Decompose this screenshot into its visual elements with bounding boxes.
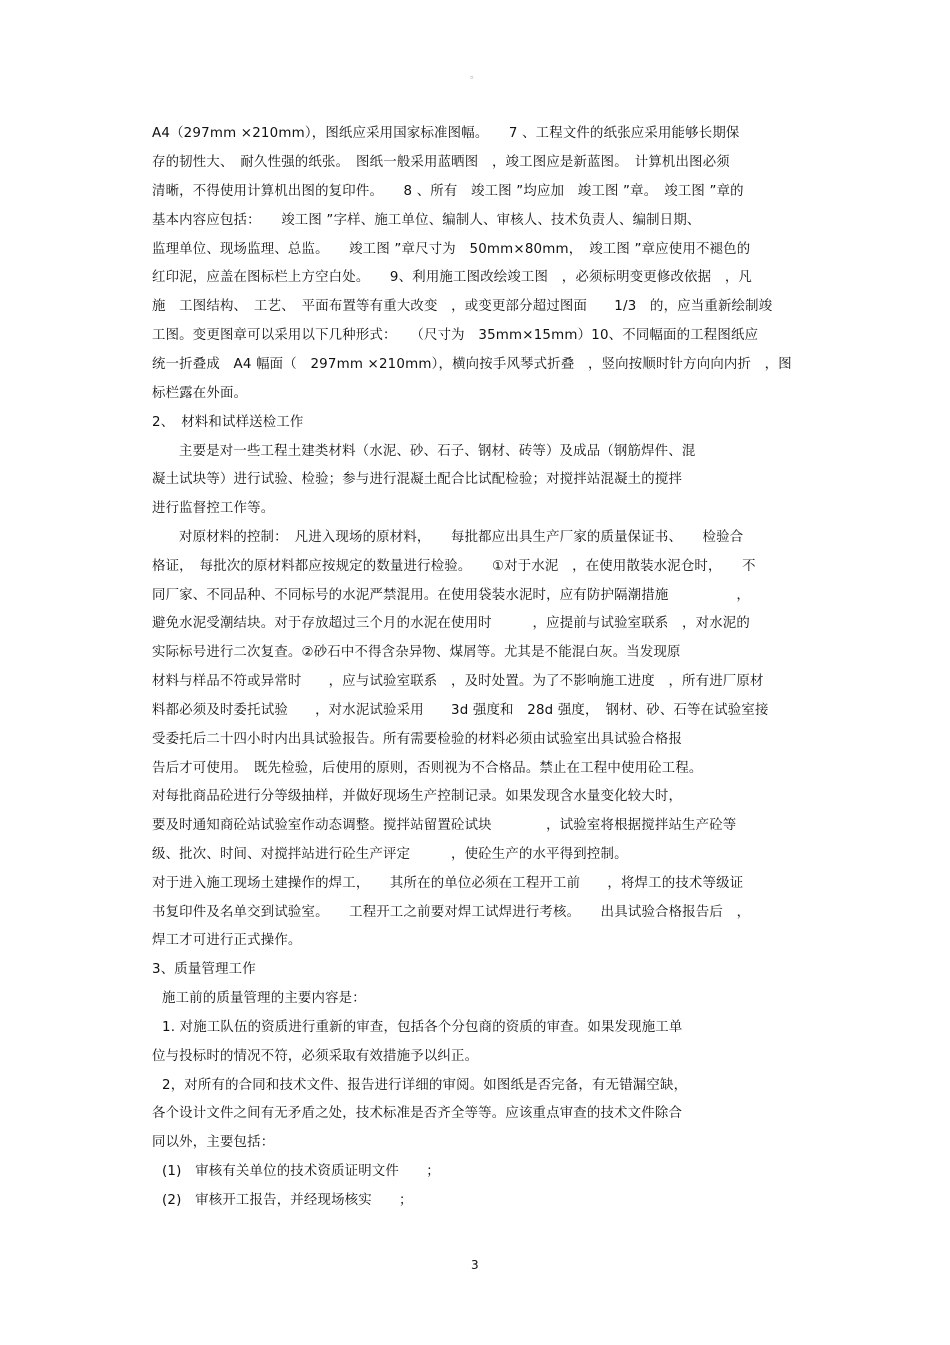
text-line: 凝土试块等）进行试验、检验；参与进行混凝土配合比试配检验；对搅拌站混凝土的搅拌 [152,472,683,487]
text-line: 要及时通知商砼站试验室作动态调整。搅拌站留置砼试块 ，试验室将根据搅拌站生产砼等 [152,818,737,833]
text-line: 工图。变更图章可以采用以下几种形式： （尺寸为 35mm×15mm）10、不同幅面的工程图纸应 [152,328,759,343]
text-line: 级、批次、时间、对搅拌站进行砼生产评定 ，使砼生产的水平得到控制。 [152,847,628,862]
text-line: 受委托后二十四小时内出具试验报告。所有需要检验的材料必须由试验室出具试验合格报 [152,732,683,747]
text-line: 统一折叠成 A4 幅面（ 297mm ×210mm），横向按手风琴式折叠 ，竖向按顺时针方向向内折 ，图 [152,357,792,372]
text-line: 对原材料的控制： 凡进入现场的原材料， 每批都应出具生产厂家的质量保证书、 检验合 [179,530,744,545]
text-line: 施工前的质量管理的主要内容是： [162,991,366,1006]
text-line: 基本内容应包括： 竣工图 ”字样、施工单位、编制人、审核人、技术负责人、编制日期、 [152,213,701,228]
list-item: (1) 审核有关单位的技术资质证明文件 ； [162,1164,440,1179]
text-line: 书复印件及名单交到试验室。 工程开工之前要对焊工试焊进行考核。 出具试验合格报告后 ， [152,905,751,920]
text-line: 料都必须及时委托试验 ，对水泥试验采用 3d 强度和 28d 强度， 钢材、砂、石等在试验室接 [152,703,769,718]
page-number: 3 [471,1258,479,1272]
text-line: 清晰，不得使用计算机出图的复印件。 8 、所有 竣工图 ”均应加 竣工图 ”章。 竣工图 ”章的 [152,184,744,199]
text-line: 各个设计文件之间有无矛盾之处，技术标准是否齐全等等。应该重点审查的技术文件除合 [152,1106,683,1121]
text-line: 位与投标时的情况不符，必须采取有效措施予以纠正。 [152,1049,479,1064]
list-item: 1. 对施工队伍的资质进行重新的审查，包括各个分包商的资质的审查。如果发现施工单 [162,1020,683,1035]
text-line: A4（297mm ×210mm），图纸应采用国家标准图幅。 7 、工程文件的纸张应采用能够长期保 [152,126,740,141]
text-line: 红印泥，应盖在图标栏上方空白处。 9、利用施工图改绘竣工图 ，必须标明变更修改依据 ，凡 [152,270,753,285]
section-heading: 3、质量管理工作 [152,962,256,977]
text-line: 避免水泥受潮结块。对于存放超过三个月的水泥在使用时 ，应提前与试验室联系 ，对水泥的 [152,616,750,631]
list-item: (2) 审核开工报告，并经现场核实 ； [162,1193,413,1208]
section-heading: 2、 材料和试样送检工作 [152,415,304,430]
list-item: 2，对所有的合同和技术文件、报告进行详细的审阅。如图纸是否完备，有无错漏空缺， [162,1078,688,1093]
text-line: 主要是对一些工程土建类材料（水泥、砂、石子、钢材、砖等）及成品（钢筋焊件、混 [179,444,696,459]
text-line: 同厂家、不同品种、不同标号的水泥严禁混用。在使用袋装水泥时，应有防护隔潮措施 ， [152,588,750,603]
text-line: 告后才可使用。 既先检验，后使用的原则，否则视为不合格品。禁止在工程中使用砼工程。 [152,761,703,776]
text-line: 存的韧性大、 耐久性强的纸张。 图纸一般采用蓝晒图 ，竣工图应是新蓝图。 计算机出图必须 [152,155,730,170]
text-line: 对于进入施工现场土建操作的焊工， 其所在的单位必须在工程开工前 ，将焊工的技术等级证 [152,876,744,891]
text-line: 实际标号进行二次复查。②砂石中不得含杂异物、煤屑等。尤其是不能混白灰。当发现原 [152,645,681,660]
text-line: 格证， 每批次的原材料都应按规定的数量进行检验。 ①对于水泥 ，在使用散装水泥仓时， 不 [152,559,756,574]
header-mark: 。 [470,70,480,81]
text-line: 对每批商品砼进行分等级抽样，并做好现场生产控制记录。如果发现含水量变化较大时， [152,789,683,804]
text-line: 材料与样品不符或异常时 ，应与试验室联系 ，及时处置。为了不影响施工进度 ，所有进厂原材 [152,674,764,689]
text-line: 进行监督控工作等。 [152,501,275,516]
text-line: 标栏露在外面。 [152,386,248,401]
text-line: 施 工图结构、 工艺、 平面布置等有重大改变 ，或变更部分超过图面 1/3 的，应当重新绘制竣 [152,299,773,314]
text-line: 同以外，主要包括： [152,1135,275,1150]
text-line: 监理单位、现场监理、总监。 竣工图 ”章尺寸为 50mm×80mm， 竣工图 ”章应使用不褪色的 [152,242,751,257]
text-line: 焊工才可进行正式操作。 [152,933,302,948]
